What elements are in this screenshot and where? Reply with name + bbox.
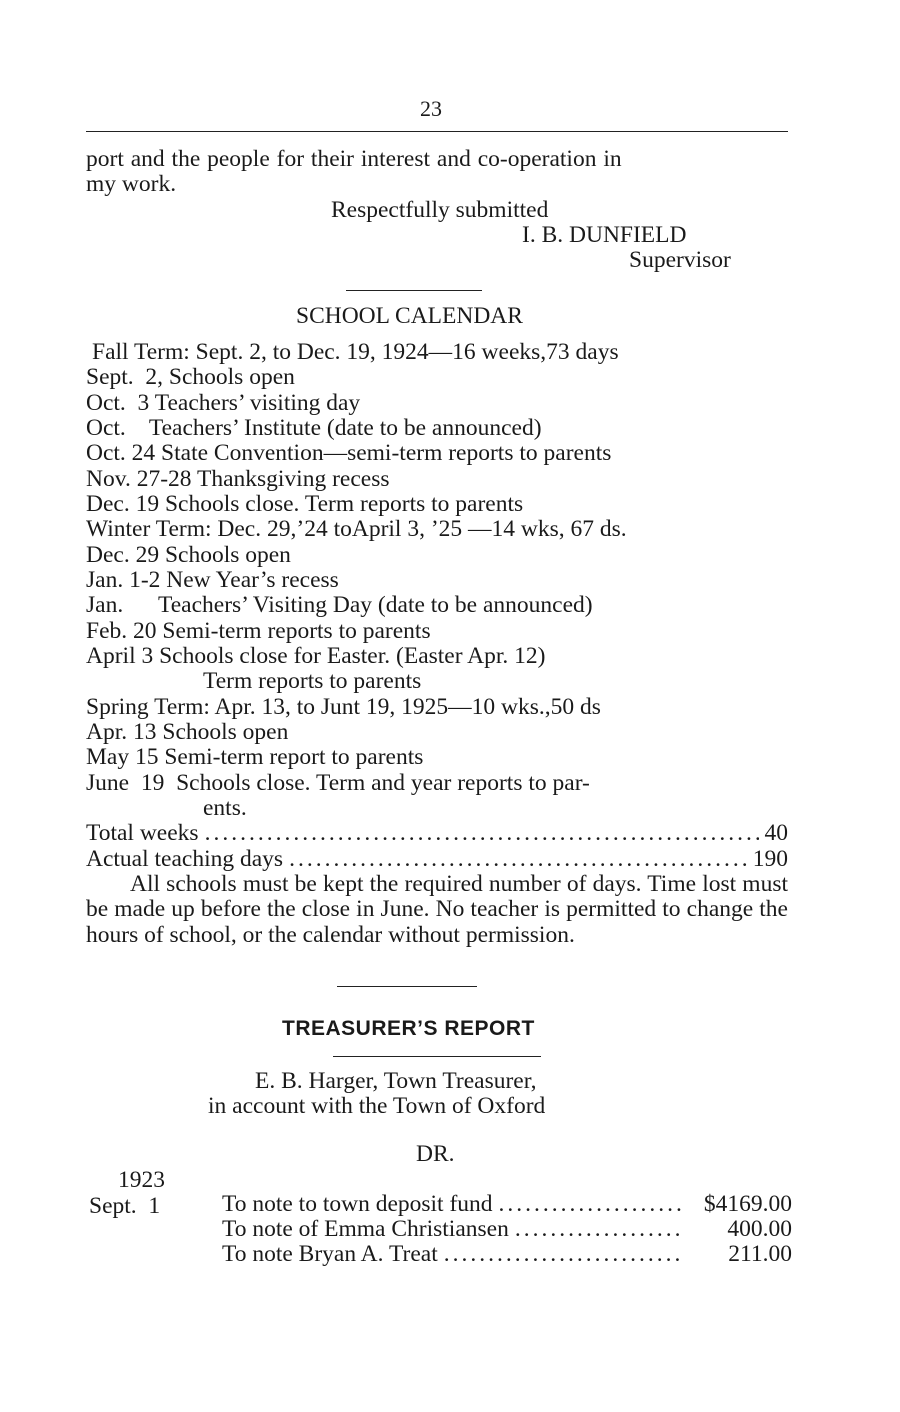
ledger-entry [222,1242,792,1267]
ledger-year: 1923 [118,1167,165,1193]
teaching-days-row [86,847,788,872]
calendar-line: Winter Term: Dec. 29,’24 toApril 3, ’25 —14 wks, 67 ds. [86,516,627,542]
treasurer-subtitle-2: in account with the Town of Oxford [208,1093,546,1119]
calendar-line: June 19 Schools close. Term and year reports to par- [86,770,590,796]
header-rule [86,131,788,132]
intro-line-1: port and the people for their interest and co-operation in [86,146,622,172]
calendar-line: Dec. 19 Schools close. Term reports to parents [86,491,524,517]
calendar-line: Dec. 29 Schools open [86,542,291,568]
dr-heading: DR. [416,1141,455,1167]
total-weeks-row [86,821,788,846]
intro-line-2: my work. [86,171,177,197]
treasurer-heading: TREASURER’S REPORT [282,1017,535,1040]
ledger-entry-amount: $4169.00 [703,1191,792,1217]
total-weeks-value: 40 [764,820,788,846]
teaching-days-label: Actual teaching days [86,846,284,872]
calendar-line: May 15 Semi-term report to parents [86,744,424,770]
signature-name: I. B. DUNFIELD [522,222,687,248]
ledger-entry-label: To note of Emma Christiansen [222,1216,509,1242]
ledger-entry-label: To note Bryan A. Treat [222,1241,438,1267]
teaching-days-value: 190 [752,846,788,872]
calendar-note: All schools must be kept the required number of days. Time lost must be made up before the close in June. No teacher is permitted to change the hours of school, or the calendar without permission. [86,871,788,948]
calendar-line: Feb. 20 Semi-term reports to parents [86,618,431,644]
section-divider [333,1056,541,1057]
calendar-line: April 3 Schools close for Easter. (Easter Apr. 12) [86,643,546,669]
ledger-entry [222,1217,792,1242]
ledger-entry [222,1192,792,1217]
dot-leader [515,1217,682,1242]
calendar-line: Oct. 3 Teachers’ visiting day [86,390,361,416]
calendar-line: Term reports to parents [203,668,422,694]
total-weeks-label: Total weeks [86,820,199,846]
ledger-entry-label: To note to town deposit fund [222,1191,493,1217]
ledger-entry-amount: 400.00 [727,1216,792,1242]
calendar-line: Oct. 24 State Convention—semi-term reports to parents [86,440,612,466]
ledger-entry-amount: 211.00 [728,1241,792,1267]
calendar-line: Nov. 27-28 Thanksgiving recess [86,466,390,492]
calendar-line: Apr. 13 Schools open [86,719,289,745]
dot-leader [444,1242,682,1267]
section-divider [337,986,477,987]
signature-closing: Respectfully submitted [331,197,549,223]
section-divider [346,290,482,291]
dot-leader [205,821,759,846]
calendar-line: Fall Term: Sept. 2, to Dec. 19, 1924—16 weeks,73 days [92,339,619,365]
calendar-heading: SCHOOL CALENDAR [296,303,523,329]
signature-title: Supervisor [629,247,731,273]
calendar-line: Sept. 2, Schools open [86,364,295,390]
calendar-line: Jan. Teachers’ Visiting Day (date to be announced) [86,592,593,618]
calendar-line: Spring Term: Apr. 13, to Junt 19, 1925—10 wks.,50 ds [86,694,601,720]
ledger-date: Sept. 1 [89,1193,161,1219]
dot-leader [499,1192,682,1217]
calendar-line: ents. [203,795,247,821]
dot-leader [289,847,747,872]
calendar-line: Jan. 1-2 New Year’s recess [86,567,339,593]
calendar-line: Oct. Teachers’ Institute (date to be announced) [86,415,542,441]
treasurer-subtitle-1: E. B. Harger, Town Treasurer, [255,1068,537,1094]
page-number: 23 [420,96,442,121]
